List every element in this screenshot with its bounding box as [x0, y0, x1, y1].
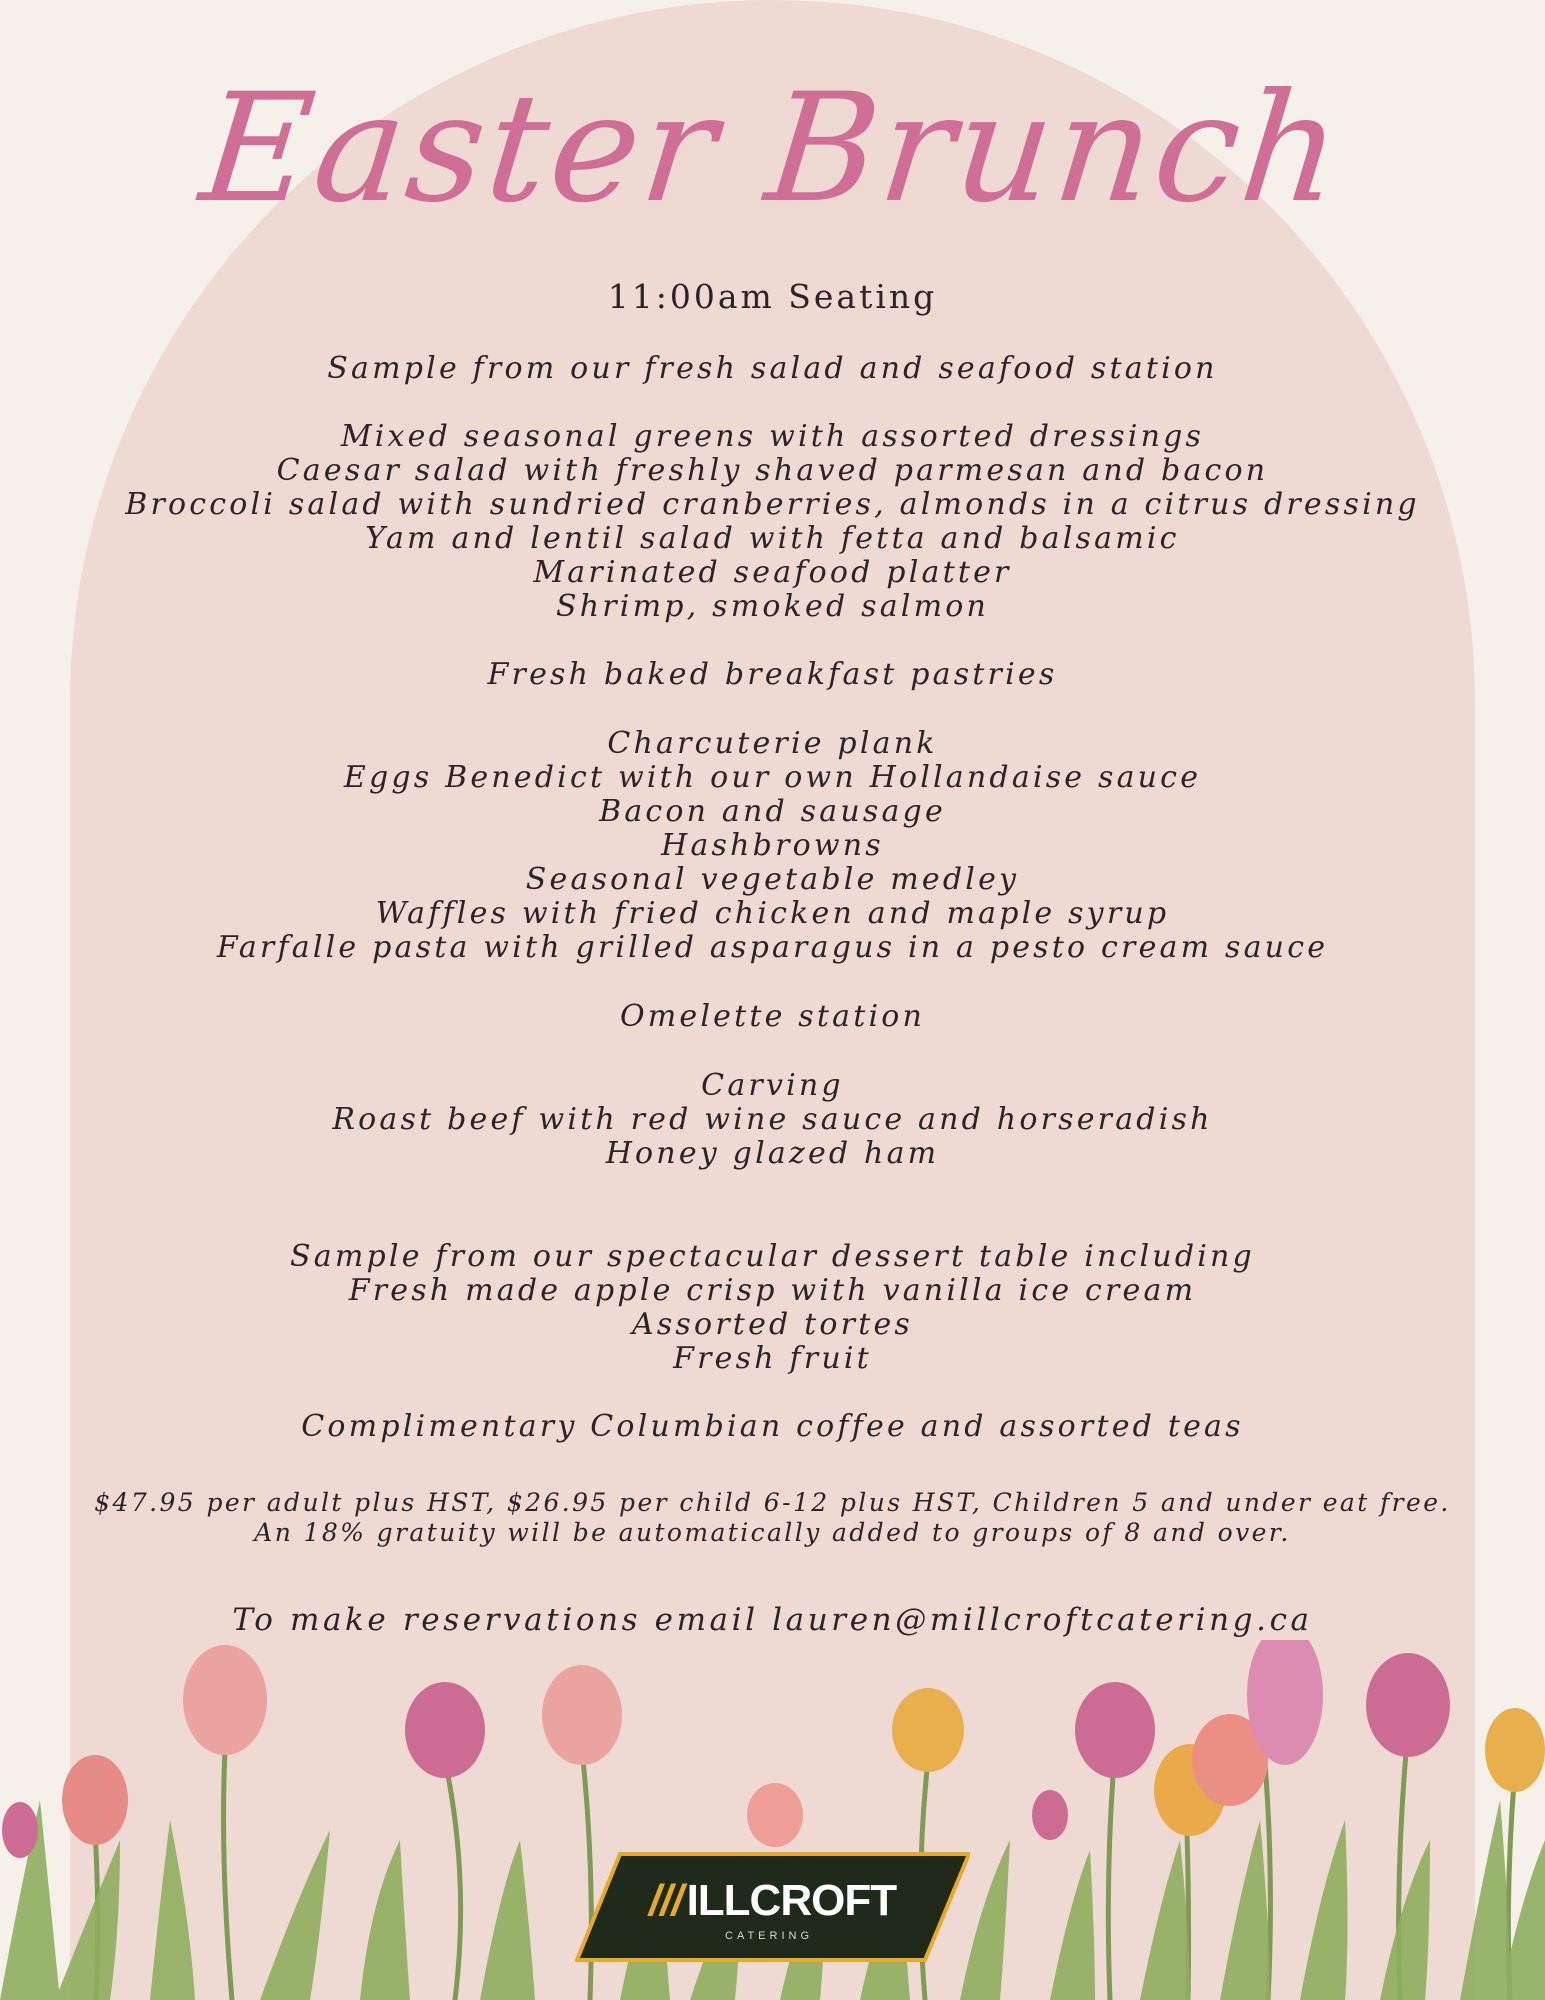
pastries-item: Fresh baked breakfast pastries	[487, 657, 1058, 692]
omelette-station: Omelette station	[619, 999, 926, 1034]
dessert-heading: Sample from our spectacular dessert table including	[290, 1239, 1255, 1274]
menu-item: Marinated seafood platter	[533, 555, 1012, 590]
salad-station-heading: Sample from our fresh salad and seafood station	[327, 351, 1218, 386]
logo-tagline: CATERING	[725, 1930, 814, 1942]
menu-item: Hashbrowns	[661, 828, 884, 863]
menu-item: Honey glazed ham	[605, 1136, 940, 1171]
menu-item: Eggs Benedict with our own Hollandaise sauce	[343, 760, 1202, 795]
menu-item: Seasonal vegetable medley	[525, 862, 1020, 897]
menu-item: Mixed seasonal greens with assorted dressings	[340, 419, 1205, 454]
reservations-line: To make reservations email lauren@millcroftcatering.ca	[232, 1602, 1313, 1638]
menu-item: Shrimp, smoked salmon	[555, 589, 989, 624]
pricing-line: $47.95 per adult plus HST, $26.95 per child 6-12 plus HST, Children 5 and under eat free.	[94, 1488, 1451, 1517]
beverages: Complimentary Columbian coffee and assorted teas	[301, 1409, 1244, 1444]
logo-slashes: ///	[648, 1876, 683, 1925]
menu-item: Fresh made apple crisp with vanilla ice cream	[348, 1273, 1197, 1308]
menu-item: Waffles with fried chicken and maple syrup	[375, 896, 1170, 931]
gratuity-line: An 18% gratuity will be automatically added to groups of 8 and over.	[254, 1518, 1291, 1547]
millcroft-logo	[575, 1848, 970, 1964]
menu-item: Farfalle pasta with grilled asparagus in a pesto cream sauce	[216, 930, 1329, 965]
menu-item: Charcuterie plank	[607, 726, 938, 761]
menu-item: Yam and lentil salad with fetta and balsamic	[365, 521, 1180, 556]
page-title: Easter Brunch	[193, 62, 1352, 236]
menu-item: Assorted tortes	[631, 1307, 914, 1342]
seating-time: 11:00am Seating	[607, 277, 938, 316]
menu-item: Bacon and sausage	[599, 794, 946, 829]
menu-item: Fresh fruit	[673, 1341, 872, 1376]
menu-item: Broccoli salad with sundried cranberries, almonds in a citrus dressing	[125, 487, 1420, 522]
logo-name: ILLCROFT	[686, 1876, 897, 1925]
menu-item: Caesar salad with freshly shaved parmesan and bacon	[276, 453, 1269, 488]
carving-heading: Carving	[701, 1068, 844, 1103]
menu-item: Roast beef with red wine sauce and horseradish	[332, 1102, 1213, 1137]
